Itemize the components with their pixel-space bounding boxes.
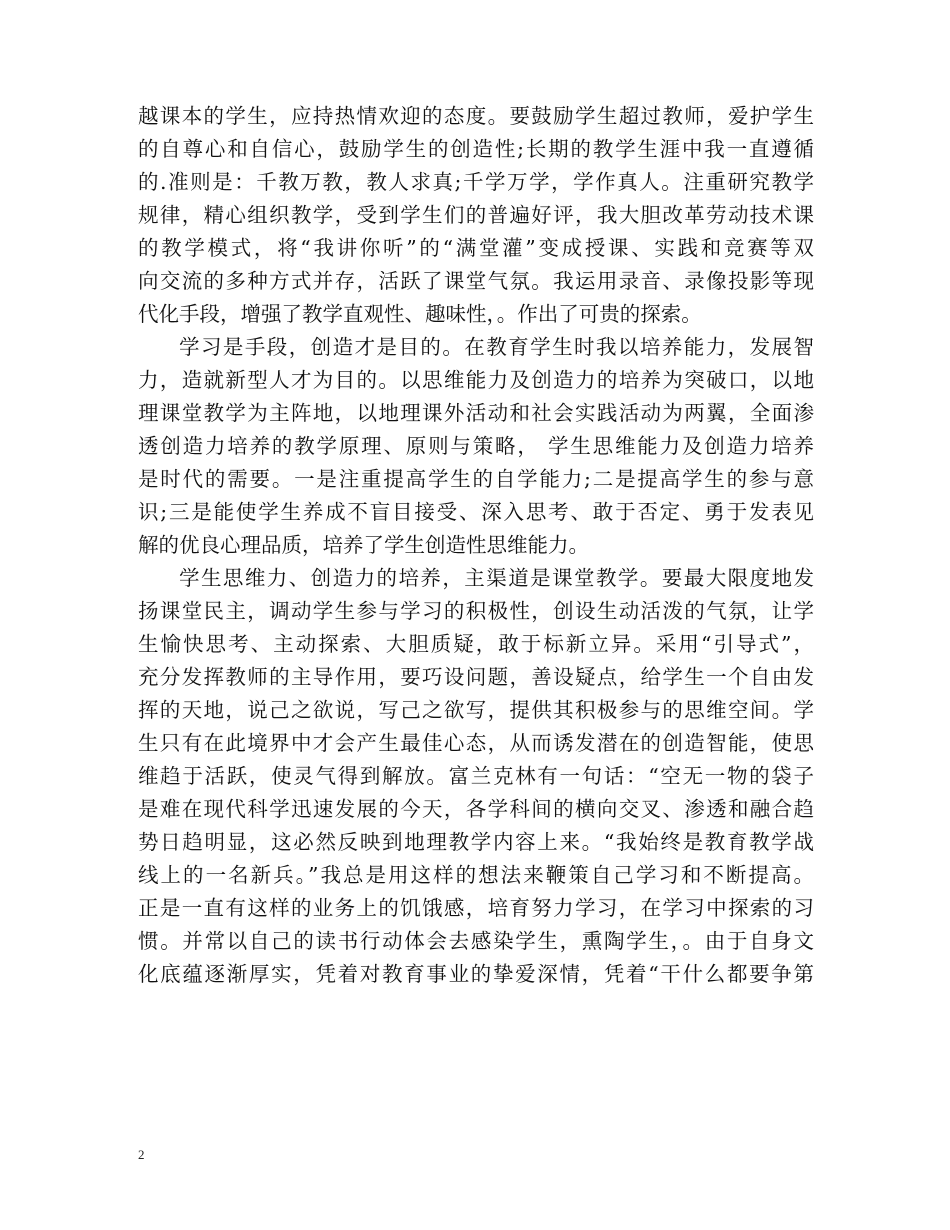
text-line: 挥的天地，说己之欲说，写己之欲写，提供其积极参与的思维空间。学 bbox=[138, 698, 814, 722]
text-line: 越课本的学生，应持热情欢迎的态度。要鼓励学生超过教师，爱护学生 bbox=[138, 104, 814, 128]
page-number: 2 bbox=[138, 1147, 145, 1162]
text-line: 力，造就新型人才为目的。以思维能力及创造力的培养为突破口，以地 bbox=[138, 368, 814, 392]
text-line: 生只有在此境界中才会产生最佳心态，从而诱发潜在的创造智能，使思 bbox=[138, 731, 814, 755]
text-line: 生愉快思考、主动探索、大胆质疑，敢于标新立异。采用“引导式”， bbox=[138, 632, 814, 656]
text-line: 线上的一名新兵。”我总是用这样的想法来鞭策自己学习和不断提高。 bbox=[138, 863, 814, 887]
text-line: 是时代的需要。一是注重提高学生的自学能力;二是提高学生的参与意 bbox=[138, 467, 814, 491]
text-line: 规律，精心组织教学，受到学生们的普遍好评，我大胆改革劳动技术课 bbox=[138, 203, 814, 227]
text-line: 正是一直有这样的业务上的饥饿感，培育努力学习，在学习中探索的习 bbox=[138, 896, 814, 920]
text-line: 化底蕴逐渐厚实，凭着对教育事业的挚爱深情，凭着“干什么都要争第 bbox=[138, 962, 814, 986]
text-line: 充分发挥教师的主导作用，要巧设问题，善设疑点，给学生一个自由发 bbox=[138, 665, 814, 689]
text-line: 扬课堂民主，调动学生参与学习的积极性，创设生动活泼的气氛，让学 bbox=[138, 599, 814, 623]
paragraph bbox=[138, 562, 814, 991]
text-line: 的教学模式，将“我讲你听”的“满堂灌”变成授课、实践和竞赛等双 bbox=[138, 236, 814, 260]
text-line: 势日趋明显，这必然反映到地理教学内容上来。“我始终是教育教学战 bbox=[138, 830, 814, 854]
text-line: 学生思维力、创造力的培养，主渠道是课堂教学。要最大限度地发 bbox=[179, 566, 814, 590]
text-line: 的.准则是：千教万教，教人求真;千学万学，学作真人。注重研究教学 bbox=[138, 170, 814, 194]
text-line: 代化手段，增强了教学直观性、趣味性，。作出了可贵的探索。 bbox=[138, 302, 702, 326]
text-line: 的自尊心和自信心，鼓励学生的创造性;长期的教学生涯中我一直遵循 bbox=[138, 137, 814, 161]
paragraph bbox=[138, 331, 814, 562]
text-line: 维趋于活跃，使灵气得到解放。富兰克林有一句话：“空无一物的袋子 bbox=[138, 764, 814, 788]
text-line: 理课堂教学为主阵地，以地理课外活动和社会实践活动为两翼，全面渗 bbox=[138, 401, 814, 425]
paragraph bbox=[138, 100, 814, 331]
text-line: 解的优良心理品质，培养了学生创造性思维能力。 bbox=[138, 533, 589, 557]
body-text bbox=[138, 100, 814, 991]
text-line: 学习是手段，创造才是目的。在教育学生时我以培养能力，发展智 bbox=[179, 335, 814, 359]
text-line: 透创造力培养的教学原理、原则与策略， 学生思维能力及创造力培养 bbox=[138, 434, 814, 458]
text-line: 惯。并常以自己的读书行动体会去感染学生，熏陶学生，。由于自身文 bbox=[138, 929, 814, 953]
text-line: 向交流的多种方式并存，活跃了课堂气氛。我运用录音、录像投影等现 bbox=[138, 269, 814, 293]
text-line: 识;三是能使学生养成不盲目接受、深入思考、敢于否定、勇于发表见 bbox=[138, 500, 814, 524]
text-line: 是难在现代科学迅速发展的今天，各学科间的横向交叉、渗透和融合趋 bbox=[138, 797, 814, 821]
